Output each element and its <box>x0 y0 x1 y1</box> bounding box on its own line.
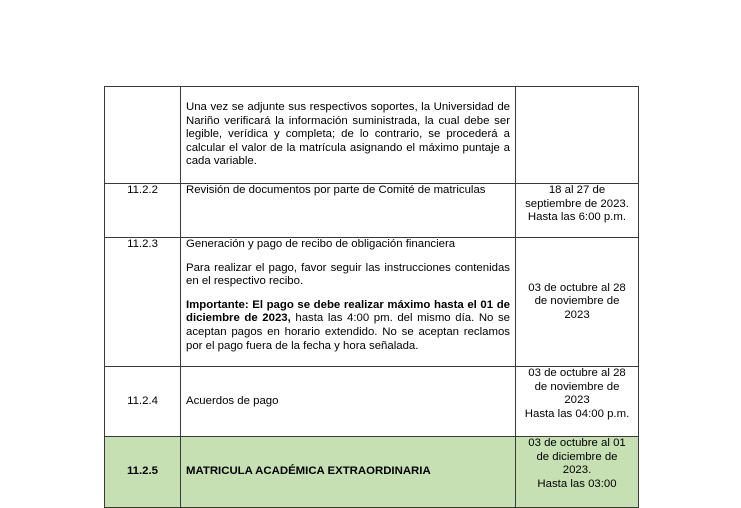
table-row <box>105 238 639 367</box>
item-description <box>181 367 516 437</box>
item-number: 11.2.3 <box>105 238 181 367</box>
date-deadline: Hasta las 03:00 <box>537 477 617 490</box>
item-date <box>516 238 639 367</box>
important-rest: hasta las 4:00 pm. del mismo día. No se aceptan pagos en horario extendido. No se aceptan reclamos por el pago fuera de la fecha y hora señalada. <box>186 312 511 352</box>
date-deadline: Hasta las 04:00 p.m. <box>524 407 630 420</box>
description-paragraph: Para realizar el pago, favor seguir las instrucciones contenidas en el respectivo recibo. <box>186 261 510 288</box>
table-row <box>105 437 639 508</box>
important-note <box>186 299 510 353</box>
date-range: 03 de octubre al 28 de noviembre de 2023 <box>528 367 626 407</box>
table-row <box>105 184 639 238</box>
date-range: 03 de octubre al 01 de diciembre de 2023. <box>528 437 626 477</box>
item-date <box>516 367 639 437</box>
table-row <box>105 367 639 437</box>
description-text: MATRICULA ACADÉMICA EXTRAORDINARIA <box>186 465 431 478</box>
item-number <box>105 87 181 184</box>
item-date <box>516 87 639 184</box>
important-bold: Importante: El pago se debe realizar máximo hasta el 01 de diciembre de 2023, <box>186 298 510 325</box>
item-description <box>181 87 516 184</box>
item-description <box>181 184 516 238</box>
item-number: 11.2.5 <box>105 437 181 508</box>
table-row <box>105 87 639 184</box>
item-date: 18 al 27 de septiembre de 2023. Hasta las 6:00 p.m. <box>516 184 639 238</box>
item-number: 11.2.2 <box>105 184 181 238</box>
description-text: Revisión de documentos por parte de Comité de matriculas <box>186 184 486 196</box>
date-text: 03 de octubre al 28 de noviembre de 2023 <box>528 281 626 321</box>
description-text: Acuerdos de pago <box>186 394 279 407</box>
description-title: Generación y pago de recibo de obligación financiera <box>186 238 456 250</box>
item-description <box>181 437 516 508</box>
description-text: Una vez se adjunte sus respectivos soportes, la Universidad de Nariño verificará la información suministrada, la cual debe ser legible, verídica y completa; de lo contrario, se procederá a calcular el valor de la matrícula asignando el máximo puntaje a cada variable. <box>186 101 510 168</box>
item-description <box>181 238 516 367</box>
item-date <box>516 437 639 508</box>
item-number: 11.2.4 <box>105 367 181 437</box>
calendar-table <box>104 86 639 508</box>
